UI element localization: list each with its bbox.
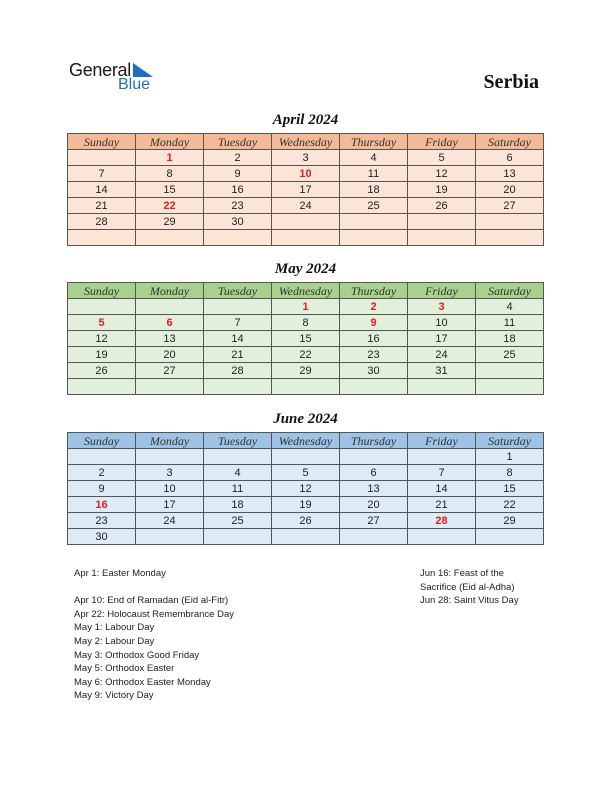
day-cell: 9 bbox=[204, 166, 272, 182]
day-cell bbox=[340, 230, 408, 246]
day-cell: 6 bbox=[136, 315, 204, 331]
day-cell: 12 bbox=[272, 481, 340, 497]
day-cell: 5 bbox=[68, 315, 136, 331]
weekday-header: Saturday bbox=[476, 283, 544, 299]
day-cell: 2 bbox=[340, 299, 408, 315]
day-cell: 28 bbox=[204, 363, 272, 379]
holiday-note: May 2: Labour Day bbox=[74, 635, 155, 647]
month-title-june: June 2024 bbox=[273, 411, 338, 427]
day-cell: 17 bbox=[136, 497, 204, 513]
day-cell: 16 bbox=[340, 331, 408, 347]
day-cell: 13 bbox=[476, 166, 544, 182]
day-cell: 2 bbox=[204, 150, 272, 166]
day-cell: 19 bbox=[408, 182, 476, 198]
day-cell: 30 bbox=[68, 529, 136, 545]
day-cell: 4 bbox=[204, 465, 272, 481]
weekday-header: Friday bbox=[408, 283, 476, 299]
holiday-note: Jun 28: Saint Vitus Day bbox=[420, 595, 519, 607]
day-cell: 24 bbox=[408, 347, 476, 363]
day-cell bbox=[204, 379, 272, 395]
month-title-april: April 2024 bbox=[272, 112, 339, 128]
weekday-header: Thursday bbox=[340, 134, 408, 150]
day-cell: 17 bbox=[272, 182, 340, 198]
day-cell: 29 bbox=[476, 513, 544, 529]
holiday-note: May 1: Labour Day bbox=[74, 622, 155, 634]
calendar-june bbox=[67, 432, 544, 545]
holiday-note: Sacrifice (Eid al-Adha) bbox=[420, 581, 515, 593]
holiday-note: May 6: Orthodox Easter Monday bbox=[74, 676, 211, 688]
day-cell: 15 bbox=[476, 481, 544, 497]
day-cell: 3 bbox=[136, 465, 204, 481]
day-cell: 11 bbox=[204, 481, 272, 497]
weekday-header-row bbox=[68, 134, 544, 150]
day-cell: 8 bbox=[136, 166, 204, 182]
weekday-header: Friday bbox=[408, 433, 476, 449]
day-cell: 6 bbox=[476, 150, 544, 166]
day-cell: 13 bbox=[136, 331, 204, 347]
holiday-note: Apr 1: Easter Monday bbox=[74, 568, 166, 579]
day-cell: 23 bbox=[68, 513, 136, 529]
week-row bbox=[68, 379, 544, 395]
day-cell: 18 bbox=[204, 497, 272, 513]
day-cell: 23 bbox=[340, 347, 408, 363]
day-cell: 11 bbox=[340, 166, 408, 182]
day-cell: 4 bbox=[476, 299, 544, 315]
day-cell: 25 bbox=[476, 347, 544, 363]
day-cell: 14 bbox=[408, 481, 476, 497]
day-cell: 7 bbox=[408, 465, 476, 481]
weekday-header: Saturday bbox=[476, 433, 544, 449]
day-cell bbox=[408, 379, 476, 395]
day-cell bbox=[408, 529, 476, 545]
day-cell: 10 bbox=[408, 315, 476, 331]
day-cell: 15 bbox=[272, 331, 340, 347]
holiday-notes-left bbox=[74, 567, 234, 703]
weekday-header: Monday bbox=[136, 134, 204, 150]
day-cell: 9 bbox=[340, 315, 408, 331]
day-cell: 21 bbox=[204, 347, 272, 363]
holiday-note bbox=[74, 581, 234, 595]
day-cell: 29 bbox=[272, 363, 340, 379]
day-cell: 28 bbox=[408, 513, 476, 529]
day-cell: 27 bbox=[340, 513, 408, 529]
day-cell: 20 bbox=[136, 347, 204, 363]
day-cell: 29 bbox=[136, 214, 204, 230]
day-cell: 12 bbox=[408, 166, 476, 182]
day-cell bbox=[476, 529, 544, 545]
day-cell bbox=[340, 379, 408, 395]
day-cell: 1 bbox=[272, 299, 340, 315]
month-title-may: May 2024 bbox=[274, 261, 337, 277]
day-cell: 14 bbox=[204, 331, 272, 347]
holiday-note: Apr 10: End of Ramadan (Eid al-Fitr) bbox=[74, 595, 229, 607]
day-cell: 16 bbox=[204, 182, 272, 198]
day-cell bbox=[340, 449, 408, 465]
day-cell: 26 bbox=[68, 363, 136, 379]
day-cell: 18 bbox=[476, 331, 544, 347]
day-cell bbox=[136, 379, 204, 395]
day-cell bbox=[340, 214, 408, 230]
week-row bbox=[68, 214, 544, 230]
day-cell bbox=[204, 449, 272, 465]
day-cell: 4 bbox=[340, 150, 408, 166]
weekday-header: Monday bbox=[136, 433, 204, 449]
day-cell bbox=[408, 230, 476, 246]
calendar-april bbox=[67, 133, 544, 246]
day-cell: 19 bbox=[68, 347, 136, 363]
week-row bbox=[68, 465, 544, 481]
holiday-note: Jun 16: Feast of the bbox=[420, 568, 504, 579]
week-row bbox=[68, 315, 544, 331]
day-cell: 5 bbox=[408, 150, 476, 166]
holiday-note: May 5: Orthodox Easter bbox=[74, 663, 175, 675]
holiday-notes-right bbox=[420, 567, 519, 608]
week-row bbox=[68, 363, 544, 379]
day-cell: 26 bbox=[272, 513, 340, 529]
day-cell: 8 bbox=[272, 315, 340, 331]
day-cell: 26 bbox=[408, 198, 476, 214]
day-cell bbox=[408, 449, 476, 465]
day-cell: 20 bbox=[340, 497, 408, 513]
day-cell: 15 bbox=[136, 182, 204, 198]
week-row bbox=[68, 497, 544, 513]
day-cell: 28 bbox=[68, 214, 136, 230]
weekday-header: Tuesday bbox=[204, 134, 272, 150]
country-title: Serbia bbox=[483, 71, 539, 93]
day-cell: 9 bbox=[68, 481, 136, 497]
day-cell: 7 bbox=[68, 166, 136, 182]
day-cell: 18 bbox=[340, 182, 408, 198]
day-cell bbox=[476, 214, 544, 230]
week-row bbox=[68, 347, 544, 363]
day-cell bbox=[476, 230, 544, 246]
day-cell bbox=[272, 529, 340, 545]
day-cell: 10 bbox=[136, 481, 204, 497]
day-cell: 31 bbox=[408, 363, 476, 379]
day-cell: 24 bbox=[272, 198, 340, 214]
day-cell: 11 bbox=[476, 315, 544, 331]
weekday-header: Sunday bbox=[68, 433, 136, 449]
day-cell bbox=[408, 214, 476, 230]
holiday-note: May 3: Orthodox Good Friday bbox=[74, 649, 200, 661]
day-cell bbox=[272, 449, 340, 465]
day-cell: 3 bbox=[408, 299, 476, 315]
day-cell: 27 bbox=[476, 198, 544, 214]
day-cell bbox=[68, 379, 136, 395]
day-cell bbox=[476, 379, 544, 395]
day-cell: 5 bbox=[272, 465, 340, 481]
weekday-header: Sunday bbox=[68, 283, 136, 299]
weekday-header: Thursday bbox=[340, 283, 408, 299]
weekday-header: Wednesday bbox=[272, 283, 340, 299]
day-cell: 22 bbox=[272, 347, 340, 363]
day-cell bbox=[136, 449, 204, 465]
day-cell: 23 bbox=[204, 198, 272, 214]
day-cell bbox=[136, 529, 204, 545]
day-cell: 20 bbox=[476, 182, 544, 198]
day-cell: 7 bbox=[204, 315, 272, 331]
weekday-header: Monday bbox=[136, 283, 204, 299]
logo-text-general: General bbox=[69, 60, 131, 80]
weekday-header-row bbox=[68, 433, 544, 449]
weekday-header: Sunday bbox=[68, 134, 136, 150]
day-cell bbox=[204, 299, 272, 315]
day-cell: 30 bbox=[340, 363, 408, 379]
day-cell: 2 bbox=[68, 465, 136, 481]
day-cell: 6 bbox=[340, 465, 408, 481]
day-cell bbox=[136, 299, 204, 315]
week-row bbox=[68, 150, 544, 166]
day-cell: 25 bbox=[204, 513, 272, 529]
weekday-header-row bbox=[68, 283, 544, 299]
day-cell: 1 bbox=[136, 150, 204, 166]
weekday-header: Saturday bbox=[476, 134, 544, 150]
day-cell bbox=[340, 529, 408, 545]
weekday-header: Tuesday bbox=[204, 433, 272, 449]
holiday-note: May 9: Victory Day bbox=[74, 690, 154, 702]
week-row bbox=[68, 331, 544, 347]
day-cell: 8 bbox=[476, 465, 544, 481]
week-row bbox=[68, 449, 544, 465]
day-cell: 30 bbox=[204, 214, 272, 230]
day-cell bbox=[272, 214, 340, 230]
weekday-header: Wednesday bbox=[272, 433, 340, 449]
logo-flag-icon bbox=[133, 63, 153, 77]
week-row bbox=[68, 230, 544, 246]
day-cell bbox=[68, 150, 136, 166]
day-cell: 1 bbox=[476, 449, 544, 465]
calendar-may bbox=[67, 282, 544, 395]
logo-text-blue: Blue bbox=[118, 76, 151, 93]
day-cell bbox=[68, 449, 136, 465]
day-cell: 17 bbox=[408, 331, 476, 347]
day-cell bbox=[272, 230, 340, 246]
week-row bbox=[68, 513, 544, 529]
day-cell: 19 bbox=[272, 497, 340, 513]
day-cell: 14 bbox=[68, 182, 136, 198]
week-row bbox=[68, 166, 544, 182]
week-row bbox=[68, 529, 544, 545]
day-cell bbox=[476, 363, 544, 379]
week-row bbox=[68, 198, 544, 214]
day-cell bbox=[68, 230, 136, 246]
day-cell: 21 bbox=[408, 497, 476, 513]
weekday-header: Friday bbox=[408, 134, 476, 150]
day-cell: 3 bbox=[272, 150, 340, 166]
weekday-header: Tuesday bbox=[204, 283, 272, 299]
day-cell bbox=[136, 230, 204, 246]
day-cell: 12 bbox=[68, 331, 136, 347]
day-cell bbox=[204, 529, 272, 545]
day-cell: 25 bbox=[340, 198, 408, 214]
week-row bbox=[68, 481, 544, 497]
day-cell: 22 bbox=[476, 497, 544, 513]
holiday-note: Apr 22: Holocaust Remembrance Day bbox=[74, 608, 234, 620]
day-cell bbox=[68, 299, 136, 315]
day-cell: 27 bbox=[136, 363, 204, 379]
day-cell bbox=[204, 230, 272, 246]
weekday-header: Wednesday bbox=[272, 134, 340, 150]
day-cell: 24 bbox=[136, 513, 204, 529]
day-cell: 21 bbox=[68, 198, 136, 214]
week-row bbox=[68, 182, 544, 198]
day-cell: 16 bbox=[68, 497, 136, 513]
day-cell: 10 bbox=[272, 166, 340, 182]
logo bbox=[69, 60, 169, 96]
day-cell: 13 bbox=[340, 481, 408, 497]
day-cell bbox=[272, 379, 340, 395]
weekday-header: Thursday bbox=[340, 433, 408, 449]
week-row bbox=[68, 299, 544, 315]
day-cell: 22 bbox=[136, 198, 204, 214]
